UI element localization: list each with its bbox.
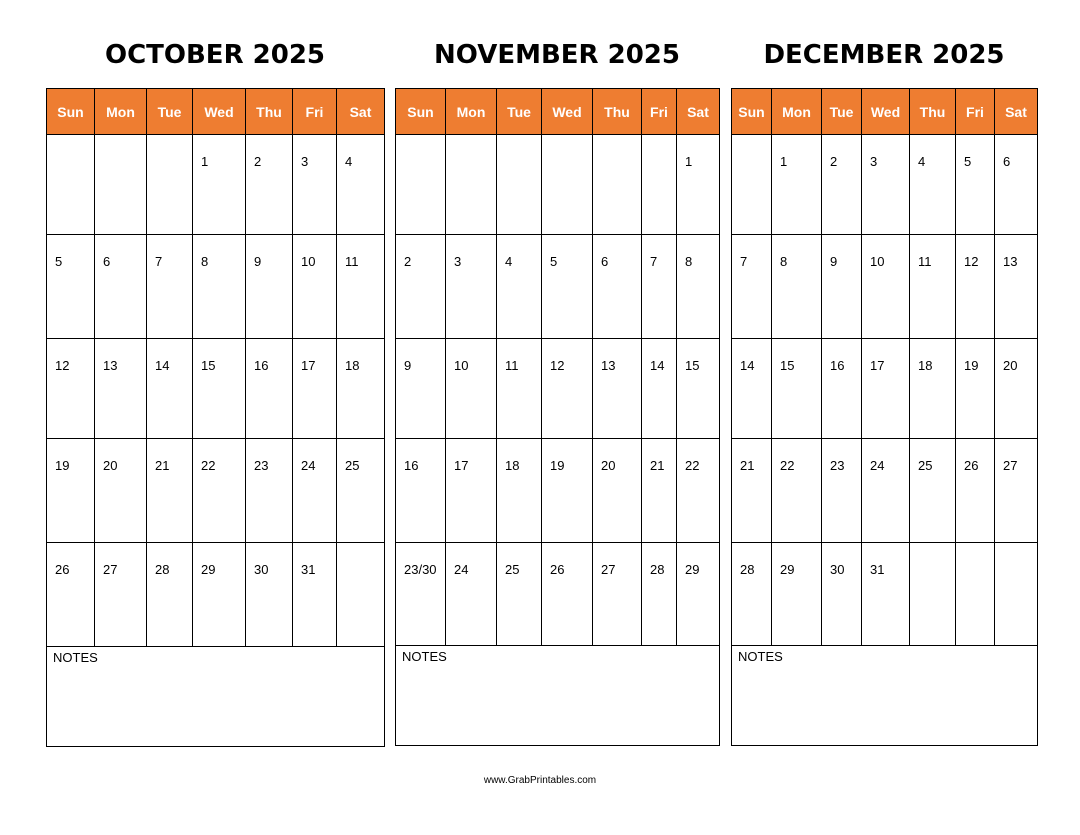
day-cell (293, 439, 337, 543)
day-cell (337, 439, 385, 543)
day-cell (446, 439, 497, 543)
day-number: 20 (103, 458, 118, 473)
day-number: 6 (601, 254, 609, 269)
weekday-header: Sat (337, 89, 385, 135)
day-number: 2 (254, 154, 262, 169)
day-cell (193, 235, 246, 339)
day-cell (995, 543, 1038, 646)
day-cell (772, 339, 822, 439)
notes-label: NOTES (402, 649, 447, 664)
day-cell (396, 439, 446, 543)
weekday-header: Sat (995, 89, 1038, 135)
day-cell (497, 543, 542, 646)
week-row (47, 235, 385, 339)
weekday-header: Tue (147, 89, 193, 135)
month-grid (731, 88, 1038, 746)
day-number: 1 (780, 154, 788, 169)
day-cell (446, 135, 497, 235)
weekday-header-row (732, 89, 1038, 135)
day-number: 12 (550, 358, 565, 373)
month-calendar (46, 0, 384, 760)
day-cell (542, 543, 593, 646)
notes-box (396, 646, 720, 746)
week-row (732, 135, 1038, 235)
day-cell (956, 543, 995, 646)
month-calendar (395, 0, 719, 760)
day-number: 5 (550, 254, 558, 269)
day-number: 23 (830, 458, 845, 473)
day-cell (147, 543, 193, 647)
day-number: 18 (918, 358, 933, 373)
day-cell (910, 135, 956, 235)
day-number: 31 (301, 562, 316, 577)
weekday-header: Fri (642, 89, 677, 135)
week-row (47, 543, 385, 647)
day-number: 7 (740, 254, 748, 269)
day-number: 7 (650, 254, 658, 269)
day-number: 30 (830, 562, 845, 577)
day-number: 13 (103, 358, 118, 373)
day-number: 12 (55, 358, 70, 373)
day-cell (396, 135, 446, 235)
day-number: 20 (1003, 358, 1018, 373)
day-cell (95, 235, 147, 339)
month-title: OCTOBER 2025 (104, 40, 326, 70)
day-cell (396, 235, 446, 339)
month-title: NOVEMBER 2025 (434, 40, 680, 70)
day-number (147, 135, 192, 154)
day-number: 4 (505, 254, 513, 269)
day-cell (246, 135, 293, 235)
day-number: 23/30 (404, 562, 437, 577)
day-cell (642, 339, 677, 439)
day-cell (677, 439, 720, 543)
day-number: 21 (650, 458, 665, 473)
day-cell (95, 135, 147, 235)
week-row (396, 439, 720, 543)
day-cell (497, 439, 542, 543)
day-cell (337, 543, 385, 647)
day-cell (95, 439, 147, 543)
day-cell (642, 439, 677, 543)
day-number (910, 543, 955, 562)
day-number: 24 (454, 562, 469, 577)
weekday-header: Wed (862, 89, 910, 135)
day-cell (446, 339, 497, 439)
day-cell (732, 235, 772, 339)
day-cell (396, 339, 446, 439)
day-number: 11 (345, 254, 359, 269)
day-cell (910, 235, 956, 339)
notes-box (47, 647, 385, 747)
day-cell (772, 235, 822, 339)
day-number: 4 (345, 154, 353, 169)
day-cell (732, 439, 772, 543)
day-number (95, 135, 146, 154)
day-cell (47, 439, 95, 543)
weekday-header: Fri (293, 89, 337, 135)
weekday-header: Thu (593, 89, 642, 135)
day-number: 14 (650, 358, 665, 373)
day-number: 24 (870, 458, 885, 473)
day-number: 16 (254, 358, 269, 373)
day-number: 25 (345, 458, 360, 473)
day-cell (822, 339, 862, 439)
day-cell (542, 339, 593, 439)
day-cell (593, 339, 642, 439)
day-cell (995, 135, 1038, 235)
day-cell (542, 235, 593, 339)
day-number: 3 (301, 154, 309, 169)
day-cell (772, 543, 822, 646)
day-cell (593, 135, 642, 235)
week-row (396, 235, 720, 339)
day-number (956, 543, 994, 562)
month-title: DECEMBER 2025 (763, 40, 1005, 70)
day-cell (995, 439, 1038, 543)
day-cell (47, 339, 95, 439)
day-number: 16 (830, 358, 845, 373)
day-cell (822, 439, 862, 543)
week-row (732, 339, 1038, 439)
day-number: 17 (454, 458, 469, 473)
day-cell (956, 235, 995, 339)
day-cell (642, 235, 677, 339)
day-number: 8 (780, 254, 788, 269)
weekday-header: Tue (822, 89, 862, 135)
day-cell (193, 339, 246, 439)
day-number: 19 (964, 358, 979, 373)
day-cell (822, 135, 862, 235)
day-cell (497, 339, 542, 439)
day-number: 15 (685, 358, 700, 373)
day-cell (995, 235, 1038, 339)
weekday-header: Sun (47, 89, 95, 135)
day-number: 3 (454, 254, 462, 269)
day-number: 5 (964, 154, 972, 169)
day-number: 20 (601, 458, 616, 473)
day-number (497, 135, 541, 154)
day-number: 25 (918, 458, 933, 473)
day-number: 21 (155, 458, 170, 473)
day-cell (337, 235, 385, 339)
day-number (593, 135, 641, 154)
day-number: 17 (301, 358, 316, 373)
day-cell (47, 543, 95, 647)
day-cell (956, 135, 995, 235)
footer-url: www.GrabPrintables.com (483, 775, 597, 786)
day-number: 28 (155, 562, 170, 577)
day-number: 23 (254, 458, 269, 473)
week-row (732, 543, 1038, 646)
day-cell (910, 543, 956, 646)
day-cell (862, 135, 910, 235)
day-number: 11 (505, 358, 519, 373)
day-cell (862, 543, 910, 646)
day-number: 8 (201, 254, 209, 269)
day-number: 11 (918, 254, 932, 269)
day-cell (677, 135, 720, 235)
day-number: 16 (404, 458, 419, 473)
day-number (47, 135, 94, 154)
day-number: 26 (550, 562, 565, 577)
day-cell (732, 339, 772, 439)
day-number: 22 (780, 458, 795, 473)
day-number: 21 (740, 458, 755, 473)
day-number: 27 (103, 562, 118, 577)
day-number: 27 (1003, 458, 1018, 473)
day-cell (47, 135, 95, 235)
day-number: 30 (254, 562, 269, 577)
day-number (446, 135, 496, 154)
weekday-header: Thu (910, 89, 956, 135)
day-number: 13 (601, 358, 616, 373)
day-number: 1 (201, 154, 209, 169)
notes-row (732, 646, 1038, 746)
day-number: 2 (830, 154, 838, 169)
week-row (396, 135, 720, 235)
week-row (732, 235, 1038, 339)
weekday-header: Fri (956, 89, 995, 135)
day-number: 26 (964, 458, 979, 473)
day-cell (910, 339, 956, 439)
week-row (47, 339, 385, 439)
month-grid (46, 88, 385, 747)
day-number: 29 (201, 562, 216, 577)
day-number: 13 (1003, 254, 1018, 269)
day-number: 29 (685, 562, 700, 577)
day-number: 26 (55, 562, 70, 577)
day-cell (542, 439, 593, 543)
day-number: 19 (55, 458, 70, 473)
day-number: 5 (55, 254, 63, 269)
day-number (396, 135, 445, 154)
day-number: 14 (740, 358, 755, 373)
day-number: 22 (685, 458, 700, 473)
day-number: 18 (345, 358, 360, 373)
day-cell (593, 543, 642, 646)
weekday-header: Sun (396, 89, 446, 135)
notes-label: NOTES (738, 649, 783, 664)
day-number: 17 (870, 358, 885, 373)
day-cell (677, 235, 720, 339)
day-number: 22 (201, 458, 216, 473)
day-number (732, 135, 771, 154)
day-cell (910, 439, 956, 543)
day-number: 28 (650, 562, 665, 577)
day-number: 9 (404, 358, 412, 373)
day-number: 14 (155, 358, 170, 373)
month-calendar (731, 0, 1037, 760)
day-number: 18 (505, 458, 520, 473)
week-row (732, 439, 1038, 543)
month-grid (395, 88, 720, 746)
day-cell (293, 135, 337, 235)
day-cell (246, 235, 293, 339)
day-number: 24 (301, 458, 316, 473)
week-row (396, 543, 720, 646)
day-cell (147, 235, 193, 339)
day-cell (193, 439, 246, 543)
day-cell (246, 439, 293, 543)
day-cell (677, 339, 720, 439)
day-number (642, 135, 676, 154)
day-cell (446, 543, 497, 646)
day-cell (337, 339, 385, 439)
day-cell (956, 439, 995, 543)
day-number: 9 (830, 254, 838, 269)
weekday-header: Wed (542, 89, 593, 135)
day-cell (396, 543, 446, 646)
day-number: 2 (404, 254, 412, 269)
day-number: 10 (301, 254, 316, 269)
day-cell (147, 439, 193, 543)
day-cell (293, 235, 337, 339)
day-cell (193, 543, 246, 647)
notes-label: NOTES (53, 650, 98, 665)
day-cell (642, 135, 677, 235)
day-number: 9 (254, 254, 262, 269)
day-cell (862, 235, 910, 339)
notes-row (396, 646, 720, 746)
weekday-header-row (396, 89, 720, 135)
weekday-header: Wed (193, 89, 246, 135)
weekday-header: Mon (446, 89, 497, 135)
notes-row (47, 647, 385, 747)
notes-box (732, 646, 1038, 746)
day-cell (193, 135, 246, 235)
day-cell (47, 235, 95, 339)
weekday-header: Sat (677, 89, 720, 135)
day-number: 15 (201, 358, 216, 373)
day-cell (995, 339, 1038, 439)
day-number (337, 543, 384, 562)
day-cell (593, 439, 642, 543)
weekday-header: Mon (95, 89, 147, 135)
day-cell (147, 135, 193, 235)
weekday-header: Tue (497, 89, 542, 135)
day-number: 4 (918, 154, 926, 169)
weekday-header: Mon (772, 89, 822, 135)
day-cell (293, 543, 337, 647)
day-cell (497, 235, 542, 339)
day-cell (542, 135, 593, 235)
day-number: 15 (780, 358, 795, 373)
day-cell (677, 543, 720, 646)
week-row (47, 439, 385, 543)
day-number: 27 (601, 562, 616, 577)
day-number: 12 (964, 254, 979, 269)
day-number: 6 (103, 254, 111, 269)
day-number: 25 (505, 562, 520, 577)
day-cell (293, 339, 337, 439)
day-cell (95, 543, 147, 647)
day-number: 1 (685, 154, 693, 169)
day-cell (337, 135, 385, 235)
day-number: 8 (685, 254, 693, 269)
day-number: 7 (155, 254, 163, 269)
day-cell (956, 339, 995, 439)
day-number: 31 (870, 562, 885, 577)
day-number (995, 543, 1037, 562)
day-cell (497, 135, 542, 235)
day-cell (772, 439, 822, 543)
day-cell (593, 235, 642, 339)
weekday-header-row (47, 89, 385, 135)
day-cell (732, 135, 772, 235)
day-cell (862, 439, 910, 543)
day-number: 28 (740, 562, 755, 577)
weekday-header: Sun (732, 89, 772, 135)
day-cell (862, 339, 910, 439)
day-cell (147, 339, 193, 439)
weekday-header: Thu (246, 89, 293, 135)
day-cell (246, 543, 293, 647)
day-cell (642, 543, 677, 646)
day-number: 29 (780, 562, 795, 577)
day-number: 3 (870, 154, 878, 169)
day-cell (246, 339, 293, 439)
day-number: 10 (870, 254, 885, 269)
day-number: 10 (454, 358, 469, 373)
day-number: 6 (1003, 154, 1011, 169)
week-row (396, 339, 720, 439)
day-cell (732, 543, 772, 646)
day-number: 19 (550, 458, 565, 473)
day-number (542, 135, 592, 154)
day-cell (95, 339, 147, 439)
week-row (47, 135, 385, 235)
day-cell (822, 235, 862, 339)
day-cell (772, 135, 822, 235)
day-cell (446, 235, 497, 339)
day-cell (822, 543, 862, 646)
